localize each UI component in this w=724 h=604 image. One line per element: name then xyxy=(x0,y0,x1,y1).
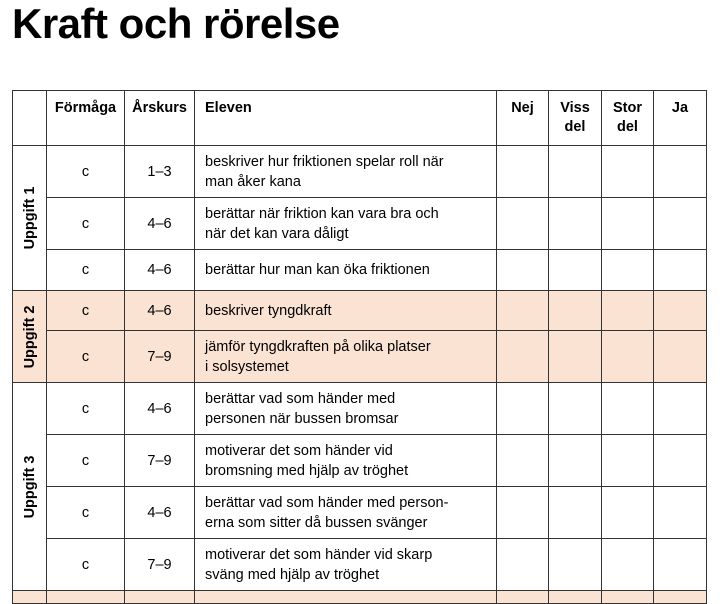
checkbox-nej[interactable] xyxy=(497,146,549,198)
description-line-1: berättar vad som händer med person- xyxy=(205,494,449,511)
header-nej: Nej xyxy=(497,91,549,146)
formaga-cell: c xyxy=(47,146,125,198)
page-title: Kraft och rörelse xyxy=(12,0,340,47)
header-row xyxy=(13,91,707,146)
table-row xyxy=(13,250,707,291)
arskurs-cell: 4–6 xyxy=(125,198,195,250)
header-arskurs: Årskurs xyxy=(125,91,195,146)
header-eleven: Eleven xyxy=(195,91,497,146)
description-line-2: i solsystemet xyxy=(205,358,289,375)
cropped-cell xyxy=(549,591,602,604)
description-cell xyxy=(195,383,497,435)
task-label: Uppgift 2 xyxy=(21,305,38,368)
checkbox-viss-del[interactable] xyxy=(549,291,602,331)
checkbox-viss-del[interactable] xyxy=(549,383,602,435)
table-row xyxy=(13,291,707,331)
description-cell xyxy=(195,146,497,198)
checkbox-nej[interactable] xyxy=(497,331,549,383)
checkbox-ja[interactable] xyxy=(654,487,707,539)
task-label: Uppgift 1 xyxy=(21,186,38,250)
description-line-1: motiverar det som händer vid xyxy=(205,442,393,459)
table-row xyxy=(13,435,707,487)
header-formaga: Förmåga xyxy=(47,91,125,146)
formaga-cell: c xyxy=(47,487,125,539)
checkbox-viss-del[interactable] xyxy=(549,198,602,250)
checkbox-ja[interactable] xyxy=(654,331,707,383)
arskurs-cell: 4–6 xyxy=(125,487,195,539)
checkbox-ja[interactable] xyxy=(654,435,707,487)
description-line-1: berättar vad som händer med xyxy=(205,390,396,407)
description-line-2: erna som sitter då bussen svänger xyxy=(205,514,428,531)
description-cell xyxy=(195,487,497,539)
arskurs-cell: 7–9 xyxy=(125,435,195,487)
description-line-2: när det kan vara dåligt xyxy=(205,225,349,242)
checkbox-nej[interactable] xyxy=(497,539,549,591)
description-line-1: beskriver tyngdkraft xyxy=(205,302,332,319)
checkbox-nej[interactable] xyxy=(497,487,549,539)
description-line-1: motiverar det som händer vid skarp xyxy=(205,546,433,563)
description-cell xyxy=(195,435,497,487)
checkbox-nej[interactable] xyxy=(497,250,549,291)
checkbox-viss-del[interactable] xyxy=(549,539,602,591)
checkbox-nej[interactable] xyxy=(497,291,549,331)
checkbox-viss-del[interactable] xyxy=(549,331,602,383)
description-cell xyxy=(195,331,497,383)
cropped-cell xyxy=(13,591,47,604)
header-task-column xyxy=(13,91,47,146)
table-row xyxy=(13,539,707,591)
checkbox-viss-del[interactable] xyxy=(549,146,602,198)
arskurs-cell: 7–9 xyxy=(125,331,195,383)
formaga-cell: c xyxy=(47,331,125,383)
description-line-1: beskriver hur friktionen spelar roll när xyxy=(205,153,444,170)
checkbox-ja[interactable] xyxy=(654,539,707,591)
arskurs-cell: 1–3 xyxy=(125,146,195,198)
formaga-cell: c xyxy=(47,435,125,487)
assessment-table xyxy=(12,90,707,604)
formaga-cell: c xyxy=(47,198,125,250)
description-line-2: sväng med hjälp av tröghet xyxy=(205,566,380,583)
description-cell xyxy=(195,250,497,291)
table-row xyxy=(13,146,707,198)
checkbox-stor-del[interactable] xyxy=(602,487,654,539)
arskurs-cell: 7–9 xyxy=(125,539,195,591)
task-label-cell xyxy=(13,383,47,591)
description-cell xyxy=(195,291,497,331)
description-cell xyxy=(195,539,497,591)
table-row-cropped xyxy=(13,591,707,604)
checkbox-nej[interactable] xyxy=(497,435,549,487)
cropped-cell xyxy=(195,591,497,604)
checkbox-stor-del[interactable] xyxy=(602,291,654,331)
checkbox-nej[interactable] xyxy=(497,198,549,250)
header-viss-del: Viss del xyxy=(549,91,602,146)
checkbox-stor-del[interactable] xyxy=(602,383,654,435)
description-line-1: berättar hur man kan öka friktionen xyxy=(205,262,430,278)
formaga-cell: c xyxy=(47,291,125,331)
task-label-cell xyxy=(13,291,47,383)
cropped-cell xyxy=(602,591,654,604)
arskurs-cell: 4–6 xyxy=(125,383,195,435)
cropped-cell xyxy=(654,591,707,604)
cropped-cell xyxy=(47,591,125,604)
description-line-1: berättar när friktion kan vara bra och xyxy=(205,205,439,222)
checkbox-ja[interactable] xyxy=(654,198,707,250)
checkbox-stor-del[interactable] xyxy=(602,198,654,250)
description-line-1: jämför tyngdkraften på olika platser xyxy=(205,338,431,355)
checkbox-ja[interactable] xyxy=(654,383,707,435)
checkbox-stor-del[interactable] xyxy=(602,435,654,487)
cropped-cell xyxy=(125,591,195,604)
table-row xyxy=(13,198,707,250)
task-label-cell xyxy=(13,146,47,291)
header-stor-del: Stor del xyxy=(602,91,654,146)
description-cell xyxy=(195,198,497,250)
checkbox-ja[interactable] xyxy=(654,291,707,331)
description-line-2: man åker kana xyxy=(205,173,301,190)
checkbox-nej[interactable] xyxy=(497,383,549,435)
table-row xyxy=(13,487,707,539)
cropped-cell xyxy=(497,591,549,604)
checkbox-stor-del[interactable] xyxy=(602,331,654,383)
task-label: Uppgift 3 xyxy=(21,455,38,518)
description-line-2: bromsning med hjälp av tröghet xyxy=(205,462,409,479)
checkbox-viss-del[interactable] xyxy=(549,435,602,487)
checkbox-stor-del[interactable] xyxy=(602,250,654,291)
formaga-cell: c xyxy=(47,383,125,435)
checkbox-stor-del[interactable] xyxy=(602,539,654,591)
formaga-cell: c xyxy=(47,539,125,591)
header-ja: Ja xyxy=(654,91,707,146)
checkbox-stor-del[interactable] xyxy=(602,146,654,198)
checkbox-viss-del[interactable] xyxy=(549,487,602,539)
arskurs-cell: 4–6 xyxy=(125,291,195,331)
arskurs-cell: 4–6 xyxy=(125,250,195,291)
checkbox-ja[interactable] xyxy=(654,146,707,198)
table-row xyxy=(13,383,707,435)
table-row xyxy=(13,331,707,383)
description-line-2: personen när bussen bromsar xyxy=(205,410,399,427)
formaga-cell: c xyxy=(47,250,125,291)
checkbox-ja[interactable] xyxy=(654,250,707,291)
checkbox-viss-del[interactable] xyxy=(549,250,602,291)
